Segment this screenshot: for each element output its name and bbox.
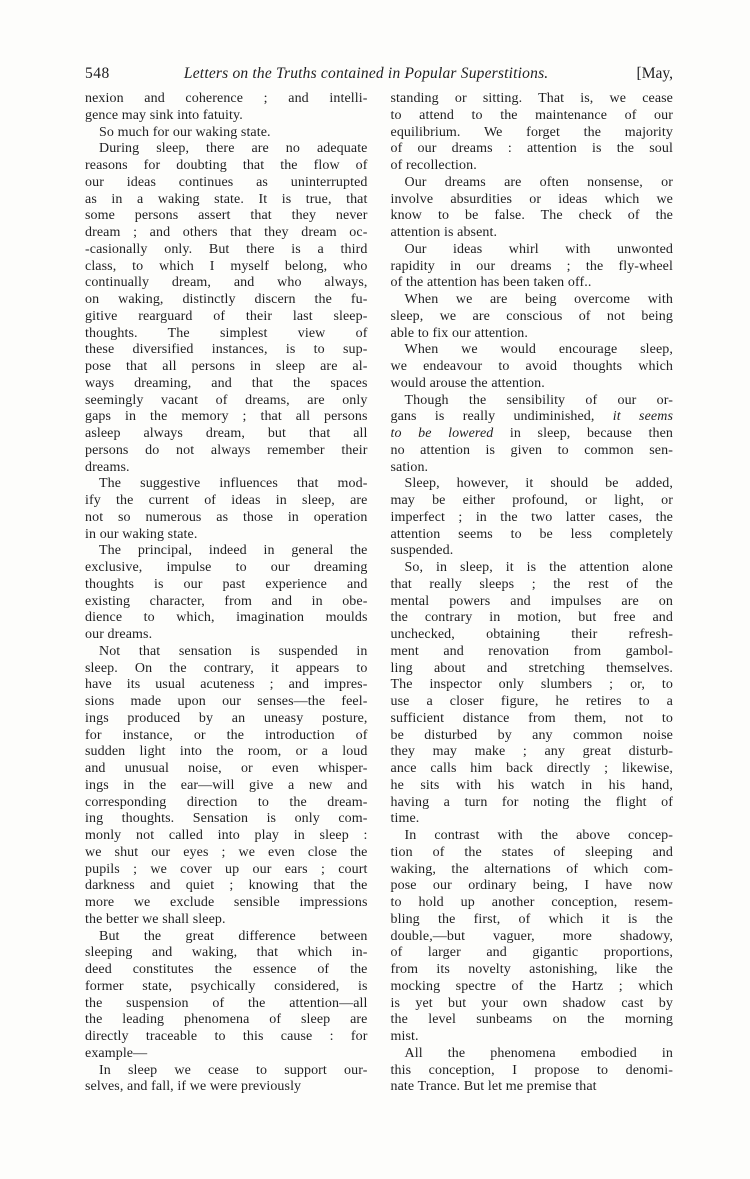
text-line: to hold up another conception, resem-: [390, 895, 673, 910]
text-line: the better we shall sleep.: [85, 911, 226, 927]
text-line: reasons for doubting that the flow of: [85, 158, 368, 173]
text-line: bling the first, of which it is the: [390, 911, 673, 927]
text-line: ings produced by an uneasy posture,: [85, 710, 368, 726]
text-line: suspended.: [390, 543, 454, 559]
text-line: to attend to the maintenance of our: [390, 107, 673, 123]
text-line: ling about and stretching themselves.: [390, 660, 673, 676]
text-line: example—: [85, 1045, 148, 1061]
text-line: double,—but vaguer, more shadowy,: [390, 928, 673, 944]
issue-month-label: [May,: [636, 65, 673, 82]
text-line: ment and renovation from gambol-: [390, 643, 673, 659]
text-line: know to be false. The check of the: [390, 208, 673, 224]
text-line: During sleep, there are no adequate: [99, 141, 368, 157]
text-line: nexion and coherence ; and intelli-: [85, 91, 368, 106]
text-line: sleep. On the contrary, it appears to: [85, 660, 368, 676]
text-line: sleep, we are conscious of not being: [390, 308, 673, 324]
text-line: ance calls him back directly ; likewise,: [390, 761, 673, 776]
text-line: and unusual noise, or even whisper-: [85, 761, 368, 776]
text-line: of the attention has been taken off..: [390, 275, 592, 291]
text-line: Though the sensibility of our or-: [404, 392, 673, 408]
paragraph: [391, 393, 674, 477]
running-head: [85, 64, 673, 83]
paragraph: [391, 175, 674, 242]
paragraph: [85, 1063, 368, 1097]
text-line: tion of the states of sleeping and: [390, 844, 673, 860]
text-line: equilibrium. We forget the majority: [390, 124, 673, 140]
text-line: The suggestive influences that mod-: [99, 476, 368, 492]
text-line: sufficient distance from them, not to: [390, 710, 673, 726]
text-line: pose our ordinary being, I have now: [390, 878, 673, 894]
text-line: the level sunbeams on the morning: [390, 1012, 673, 1028]
text-line: persons do not always remember their: [85, 442, 368, 458]
text-line: -casionally only. But there is a third: [85, 241, 368, 257]
text-line: selves, and fall, if we were previously: [85, 1079, 302, 1095]
text-line: standing or sitting. That is, we cease: [390, 91, 673, 106]
text-line: unchecked, obtaining their refresh-: [390, 627, 673, 642]
text-line: pose that all persons in sleep are al-: [85, 359, 368, 374]
text-line: deed constitutes the essence of the: [85, 962, 368, 977]
text-line: sation.: [390, 459, 429, 475]
paragraph: [391, 292, 674, 342]
text-line: thoughts is our past experience and: [85, 576, 368, 592]
text-line: dience to which, imagination moulds: [85, 610, 368, 626]
text-line: more we exclude sensible impressions: [85, 895, 368, 910]
page-number: 548: [85, 65, 110, 82]
text-line: pupils ; we cover up our ears ; court: [85, 861, 368, 877]
text-line: he sits with his watch in his hand,: [390, 777, 673, 793]
paragraph: [85, 543, 368, 644]
text-line: Not that sensation is suspended in: [99, 643, 368, 659]
text-line: thoughts. The simplest view of: [85, 325, 368, 341]
text-line: But the great difference between: [99, 928, 368, 944]
text-line: they may make ; any great disturb-: [390, 744, 673, 760]
text-line: may be either profound, or light, or: [390, 493, 673, 508]
text-line: waking, the alternations of which com-: [390, 861, 673, 877]
text-line: When we would encourage sleep,: [404, 342, 673, 358]
text-line: these diversified instances, is to sup-: [85, 342, 368, 358]
paragraph: [391, 560, 674, 828]
text-line: of larger and gigantic proportions,: [390, 945, 673, 961]
text-line: So much for our waking state.: [99, 124, 271, 140]
text-line: have its usual acuteness ; and impres-: [85, 677, 368, 693]
paragraph: [391, 242, 674, 292]
paragraph: [85, 476, 368, 543]
text-line: we shut our eyes ; we even close the: [85, 844, 368, 860]
text-line: the contrary in motion, but free and: [390, 610, 673, 626]
text-line: ify the current of ideas in sleep, are: [85, 493, 368, 508]
text-line: mental powers and impulses are on: [390, 593, 673, 609]
text-line: is yet but your own shadow cast by: [390, 995, 673, 1011]
text-line: dream ; and others that they dream oc-: [85, 225, 368, 240]
paragraph: [391, 342, 674, 392]
text-line: seemingly vacant of dreams, are only: [85, 392, 368, 408]
text-line: we endeavour to avoid thoughts which: [390, 359, 673, 374]
text-line: time.: [390, 811, 420, 827]
text-line: sleeping and waking, that which in-: [85, 945, 368, 961]
text-line: sions made upon our senses—the feel-: [85, 694, 368, 709]
text-line: gence may sink into fatuity.: [85, 107, 243, 123]
text-line: that really sleeps ; the rest of the: [390, 576, 673, 592]
text-line: continually dream, and who always,: [85, 275, 368, 291]
text-line: asleep always dream, but that all: [85, 426, 368, 441]
text-column-left: [85, 91, 368, 1096]
text-line: mocking spectre of the Hartz ; which: [390, 978, 673, 994]
text-line: attention seems to be less completely: [390, 526, 673, 542]
text-line: rapidity in our dreams ; the fly-wheel: [390, 258, 673, 274]
text-line: from its novelty astonishing, like the: [390, 962, 673, 977]
text-line: to be lowered in sleep, because then: [390, 426, 673, 441]
text-line: our ideas continues as uninterrupted: [85, 174, 368, 190]
text-line: attention is absent.: [390, 225, 498, 240]
text-line: sudden light into the room, or a loud: [85, 744, 368, 760]
text-line: the leading phenomena of sleep are: [85, 1012, 368, 1028]
text-line: in our waking state.: [85, 526, 198, 542]
text-line: dreams.: [85, 459, 130, 475]
text-line: involve absurdities or ideas which we: [390, 191, 673, 207]
text-line: In sleep we cease to support our-: [99, 1062, 368, 1078]
paragraph: [391, 476, 674, 560]
text-line: In contrast with the above concep-: [404, 828, 673, 843]
text-line: Our ideas whirl with unwonted: [404, 241, 673, 257]
text-line: be disturbed by any common noise: [390, 727, 673, 743]
text-line: for instance, or the introduction of: [85, 727, 368, 743]
text-line: would arouse the attention.: [390, 375, 545, 391]
text-line: the suspension of the attention—all: [85, 995, 368, 1011]
text-line: ings in the ear—will give a new and: [85, 777, 368, 793]
text-line: The principal, indeed in general the: [99, 543, 368, 559]
text-line: ways dreaming, and that the spaces: [85, 375, 368, 391]
two-column-text-block: [85, 91, 673, 1096]
text-line: monly not called into play in sleep :: [85, 828, 368, 843]
text-line: exclusive, impulse to our dreaming: [85, 560, 368, 575]
paragraph: [85, 125, 368, 142]
text-line: former state, psychically considered, is: [85, 978, 368, 994]
paragraph: [85, 91, 368, 125]
text-line: When we are being overcome with: [404, 292, 673, 307]
text-line: use a closer figure, he retires to a: [390, 694, 673, 709]
text-line: not so numerous as those in operation: [85, 509, 368, 525]
text-column-right: [391, 91, 674, 1096]
text-line: class, to which I myself belong, who: [85, 258, 368, 274]
text-line: The inspector only slumbers ; or, to: [390, 677, 673, 693]
text-line: imperfect ; in the two latter cases, the: [390, 509, 673, 525]
text-line: on waking, distinctly discern the fu-: [85, 292, 368, 307]
text-line: mist.: [390, 1029, 419, 1044]
paragraph: [85, 644, 368, 929]
text-line: ing thoughts. Sensation is only com-: [85, 811, 368, 827]
paragraph: [391, 1046, 674, 1096]
text-line: some persons assert that they never: [85, 208, 368, 224]
text-line: gitive rearguard of their last sleep-: [85, 308, 368, 324]
text-line: no attention is given to common sen-: [390, 442, 673, 458]
text-line: All the phenomena embodied in: [404, 1045, 673, 1061]
paragraph: [391, 828, 674, 1046]
text-line: having a turn for noting the flight of: [390, 794, 673, 810]
text-line: existing character, from and in obe-: [85, 593, 368, 609]
text-line: of our dreams : attention is the soul: [390, 141, 673, 157]
paragraph: [85, 141, 368, 476]
text-line: corresponding direction to the dream-: [85, 794, 368, 810]
running-head-title: Letters on the Truths contained in Popular Superstitions.: [183, 65, 549, 82]
text-line: Sleep, however, it should be added,: [404, 476, 673, 492]
text-line: gaps in the memory ; that all persons: [85, 409, 368, 425]
text-line: darkness and quiet ; knowing that the: [85, 878, 368, 894]
text-line: our dreams.: [85, 627, 153, 642]
paragraph: [85, 929, 368, 1063]
text-line: this conception, I propose to denomi-: [390, 1062, 673, 1078]
text-line: gans is really undiminished, it seems: [390, 409, 673, 425]
paragraph: [391, 91, 674, 175]
text-line: nate Trance. But let me premise that: [390, 1079, 597, 1095]
text-line: able to fix our attention.: [390, 325, 529, 341]
text-line: as in a waking state. It is true, that: [85, 191, 368, 207]
text-line: Our dreams are often nonsense, or: [404, 174, 673, 190]
text-line: So, in sleep, it is the attention alone: [404, 560, 673, 575]
text-line: directly traceable to this cause : for: [85, 1029, 368, 1044]
text-line: of recollection.: [390, 158, 477, 173]
